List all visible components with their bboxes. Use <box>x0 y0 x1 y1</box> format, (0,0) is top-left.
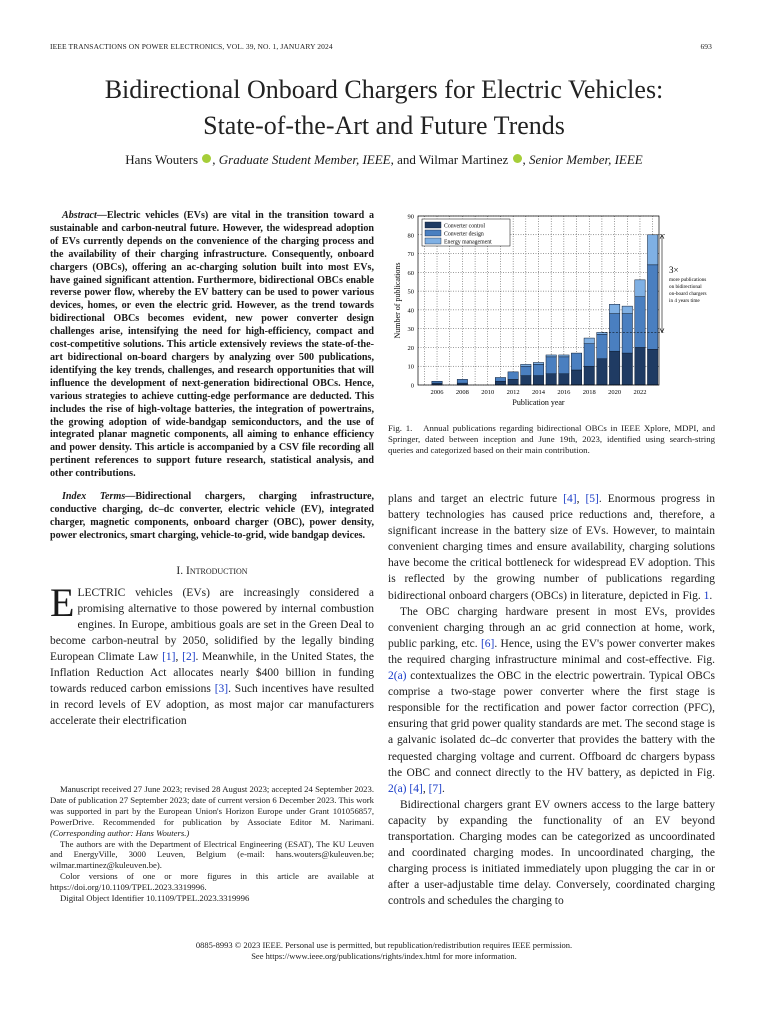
bar-segment <box>533 376 543 385</box>
bar-segment <box>597 359 607 385</box>
x-tick-label: 2016 <box>557 389 571 396</box>
footnote-manuscript: Manuscript received 27 June 2023; revised 28 August 2023; accepted 24 September 2023. Date of publication 27 September 2023; date of current version 6 December 2023. This work was supported in part by the European Union's Horizon Europe under Grant 101056857, PowerDrive. Recommended for publication by Associate Editor M. Narimani. (Corresponding author: Hans Wouters.) <box>50 784 374 838</box>
index-terms <box>50 491 374 543</box>
bar-segment <box>533 362 543 364</box>
x-tick-label: 2012 <box>506 389 520 396</box>
bar-segment <box>647 235 657 265</box>
publications-chart <box>388 208 718 416</box>
x-axis-label: Publication year <box>512 398 565 407</box>
y-tick-label: 10 <box>407 363 414 371</box>
section-heading: I. Introduction <box>176 564 248 577</box>
bar-segment <box>622 314 632 353</box>
caption-text: Annual publications regarding bidirectional OBCs in IEEE Xplore, MDPI, and Springer, dated between inception and June 19th, 2023, identified using search-string queries and categorized based on their main contribution. <box>388 423 716 455</box>
bar-segment <box>571 353 581 370</box>
author-line: Hans Wouters , Graduate Student Member, IEEE, and Wilmar Martinez , Senior Member, IEEE <box>125 152 643 167</box>
figure-1 <box>388 208 718 416</box>
bar-segment <box>635 347 645 385</box>
annotation-text: on bidirectional <box>669 283 702 290</box>
ref-link[interactable]: [4] <box>563 493 577 505</box>
bar-segment <box>432 381 442 383</box>
annotation-text: on-board chargers <box>669 290 707 297</box>
x-tick-label: 2018 <box>582 389 596 396</box>
bar-segment <box>521 364 531 366</box>
bar-segment <box>584 344 594 367</box>
abstract <box>50 210 374 481</box>
author-2: , and Wilmar Martinez <box>390 152 509 167</box>
x-tick-label: 2014 <box>532 389 545 396</box>
legend-label: Converter design <box>444 231 484 238</box>
legend-swatch <box>425 230 441 236</box>
bar-segment <box>647 349 657 385</box>
y-tick-label: 50 <box>407 288 414 296</box>
bar-segment <box>622 353 632 385</box>
ref-link[interactable]: [4] <box>409 782 423 795</box>
y-tick-label: 60 <box>407 269 414 277</box>
bar-segment <box>546 374 556 385</box>
paragraph: Bidirectional chargers grant EV owners access to the large battery capacity by expanding the functionality of an EV beyond transportation. Charging modes can be categorized as uncoordinated and coordinated charging modes. In uncoordinated charging, the charging process is initiated immediately upon plugging the car in or after a user-adjustable time delay. Conversely, coordinated charging controls and schedules the charging to <box>388 798 715 908</box>
title-line-2: State-of-the-Art and Future Trends <box>203 111 565 140</box>
annotation-text: more publications <box>669 276 707 283</box>
x-tick-label: 2010 <box>481 389 495 396</box>
ref-link[interactable]: [1] <box>162 651 176 664</box>
title-line-1: Bidirectional Onboard Chargers for Electric Vehicles: <box>104 75 664 104</box>
y-tick-label: 70 <box>407 251 414 259</box>
y-tick-label: 0 <box>410 382 414 390</box>
bar-segment <box>584 338 594 344</box>
author-1: Hans Wouters <box>125 152 198 167</box>
x-tick-label: 2008 <box>455 389 469 396</box>
legend-label: Converter control <box>444 223 486 230</box>
footnotes <box>50 784 374 904</box>
legend-label: Energy management <box>444 239 492 246</box>
bar-segment <box>635 280 645 297</box>
drop-cap: E <box>50 579 75 625</box>
paper-title <box>0 72 768 144</box>
orcid-icon[interactable] <box>202 154 211 163</box>
bar-segment <box>609 351 619 385</box>
bar-segment <box>495 377 505 381</box>
y-tick-label: 90 <box>407 213 414 221</box>
annotation-text: in 4 years time <box>669 297 700 304</box>
copyright-line: 0885-8993 © 2023 IEEE. Personal use is permitted, but republication/redistribution requires IEEE permission. <box>195 940 573 950</box>
x-tick-label: 2006 <box>430 389 444 396</box>
footnote-color: Color versions of one or more figures in this article are available at https://doi.org/10.1109/TPEL.2023.3319996. <box>50 871 374 893</box>
bar-segment <box>635 297 645 348</box>
footnote-affiliation: The authors are with the Department of Electrical Engineering (ESAT), The KU Leuven and EnergyVille, 3000 Leuven, Belgium (e-mail: hans.wouters@kuleuven.be; wilmar.martinez@kuleuven.be). <box>50 838 374 871</box>
legend-swatch <box>425 222 441 228</box>
ref-link[interactable]: [2] <box>182 651 196 664</box>
paragraph: The OBC charging hardware present in most EVs, provides convenient charging through an ac grid connection at home, work, public parking, etc. [6]. Hence, using the EV's power converter makes the required charging infrastructure minimal and cost-effective. Fig. 2(a) contextualizes the OBC in the electric powertrain. Typical OBCs comprise a two-stage power converter where the first stage is responsible for the rectification and power factor correction (PFC), ensuring that grid power quality standards are met. The second stage is a galvanic isolated dc–dc converter that provides the battery with the requested charging voltage and current. Offboard dc chargers bypass the OBC and connect directly to the HV battery, as depicted in Fig. 2(a) [4], [7]. <box>388 605 716 795</box>
fig-link[interactable]: 2(a) <box>388 782 407 795</box>
x-tick-label: 2020 <box>608 389 622 396</box>
bar-segment <box>521 366 531 375</box>
y-tick-label: 40 <box>407 307 414 315</box>
bar-segment <box>622 306 632 314</box>
legend-swatch <box>425 238 441 244</box>
fig-link[interactable]: 2(a) <box>388 670 407 683</box>
ref-link[interactable]: [3] <box>214 683 229 696</box>
bar-segment <box>597 332 607 334</box>
index-terms-text: Bidirectional chargers, charging infrastructure, conductive charging, dc–dc converter, electric vehicle (EV), integrated charger, magnetic components, onboard charger (OBC), power density, power electronics, smart charging, vehicle-to-grid, wide bandgap devices. <box>50 491 374 541</box>
y-tick-label: 30 <box>407 326 414 334</box>
journal-header: IEEE TRANSACTIONS ON POWER ELECTRONICS, VOL. 39, NO. 1, JANUARY 2024 <box>50 42 333 51</box>
right-column <box>388 491 715 909</box>
y-axis-label: Number of publications <box>393 262 402 339</box>
author-1-role: Graduate Student Member, IEEE <box>218 152 391 167</box>
bar-segment <box>647 265 657 349</box>
figure-caption <box>388 423 715 456</box>
bar-segment <box>609 304 619 313</box>
bar-segment <box>609 314 619 352</box>
x-tick-label: 2022 <box>633 389 647 396</box>
index-terms-label: Index Terms— <box>62 491 136 503</box>
author-2-role: Senior Member, IEEE <box>529 152 643 167</box>
page-number: 693 <box>700 42 712 51</box>
left-column <box>50 210 374 730</box>
ref-link[interactable]: [7] <box>428 782 442 795</box>
fig-link[interactable]: 1 <box>703 589 710 602</box>
footnote-doi: Digital Object Identifier 10.1109/TPEL.2023.3319996 <box>60 893 250 904</box>
bar-segment <box>533 364 543 375</box>
abstract-text: Electric vehicles (EVs) are vital in the transition toward a sustainable and carbon-neutral future. However, the widespread adoption of EVs currently depends on the convenience of the charging process and the availability of their charging infrastructure. Consequently, onboard chargers (OBCs), offering an ac-charging solution built into most EVs, have gained significant attention. Furthermore, bidirectional OBCs enable reverse power flow, whereby the EV battery can be used to power various devices, homes, or even the electric grid. However, as the trend towards bidirectional OBCs becomes evident, new power converter design challenges arise, intensifying the need for high-efficiency, compact and cost-competitive solutions. This article extensively reviews the state-of-the-art bidirectional on-board chargers by analyzing over 500 publications, identifying the key trends, challenges, and research opportunities that will influence the development of next-generation bidirectional OBCs. Hence, various strategies to achieve cutting-edge performance are deducted. This includes the rise of high-voltage batteries, the integration of powertrains, the growing adoption of wide-bandgap semiconductors, and the use of integrated planar magnetic components, all aiming to enhance efficiency and power density. This article is accompanied by a CSV file recording all pertinent references to support future research, statistical analysis, and other contributions. <box>50 210 374 480</box>
bar-segment <box>559 374 569 385</box>
ref-link[interactable]: [5] <box>585 493 599 505</box>
caption-label: Fig. 1. <box>388 423 413 433</box>
bar-segment <box>571 370 581 385</box>
paragraph: plans and target an electric future [4], [5]. Enormous progress in battery technologies has caused price reductions and, therefore, a significant increase in the battery size of EVs. However, to maintain convenient charging times and ensure availability, charging solutions have become the critical bottleneck for widespread EV adoption. This is reflected by the growing number of publications regarding bidirectional onboard chargers (OBCs) in literature, depicted in Fig. 1. <box>388 493 716 602</box>
y-tick-label: 80 <box>407 232 414 240</box>
bar-segment <box>546 355 556 357</box>
bar-segment <box>584 366 594 385</box>
ref-link[interactable]: [6] <box>480 637 495 650</box>
permissions-line: See https://www.ieee.org/publications/rights/index.html for more information. <box>251 951 517 961</box>
bar-segment <box>546 357 556 374</box>
bar-segment <box>495 381 505 385</box>
abstract-label: Abstract— <box>62 210 107 221</box>
bar-segment <box>508 372 518 380</box>
bar-segment <box>521 376 531 385</box>
bar-segment <box>457 379 467 383</box>
orcid-icon[interactable] <box>513 154 522 163</box>
bar-segment <box>508 379 518 385</box>
bar-segment <box>559 355 569 357</box>
annotation-multiplier: 3× <box>669 264 679 275</box>
intro-paragraph: ELECTRIC vehicles (EVs) are increasingly considered a promising alternative to those powered by internal combustion engines. In Europe, ambitious goals are set in the Green Deal to become carbon-neutral by 2050, solidified by the legally binding European Climate Law [1], [2]. Meanwhile, in the United States, the Inflation Reduction Act allocates nearly $400 billion in funding towards reduced carbon emissions [3]. Such incentives have resulted in record levels of EV adoption, as most major car manufacturers accelerate their electrification <box>50 579 375 728</box>
bar-segment <box>597 334 607 358</box>
bar-segment <box>559 357 569 374</box>
section-title: Introduction <box>185 564 248 577</box>
y-tick-label: 20 <box>407 344 414 352</box>
